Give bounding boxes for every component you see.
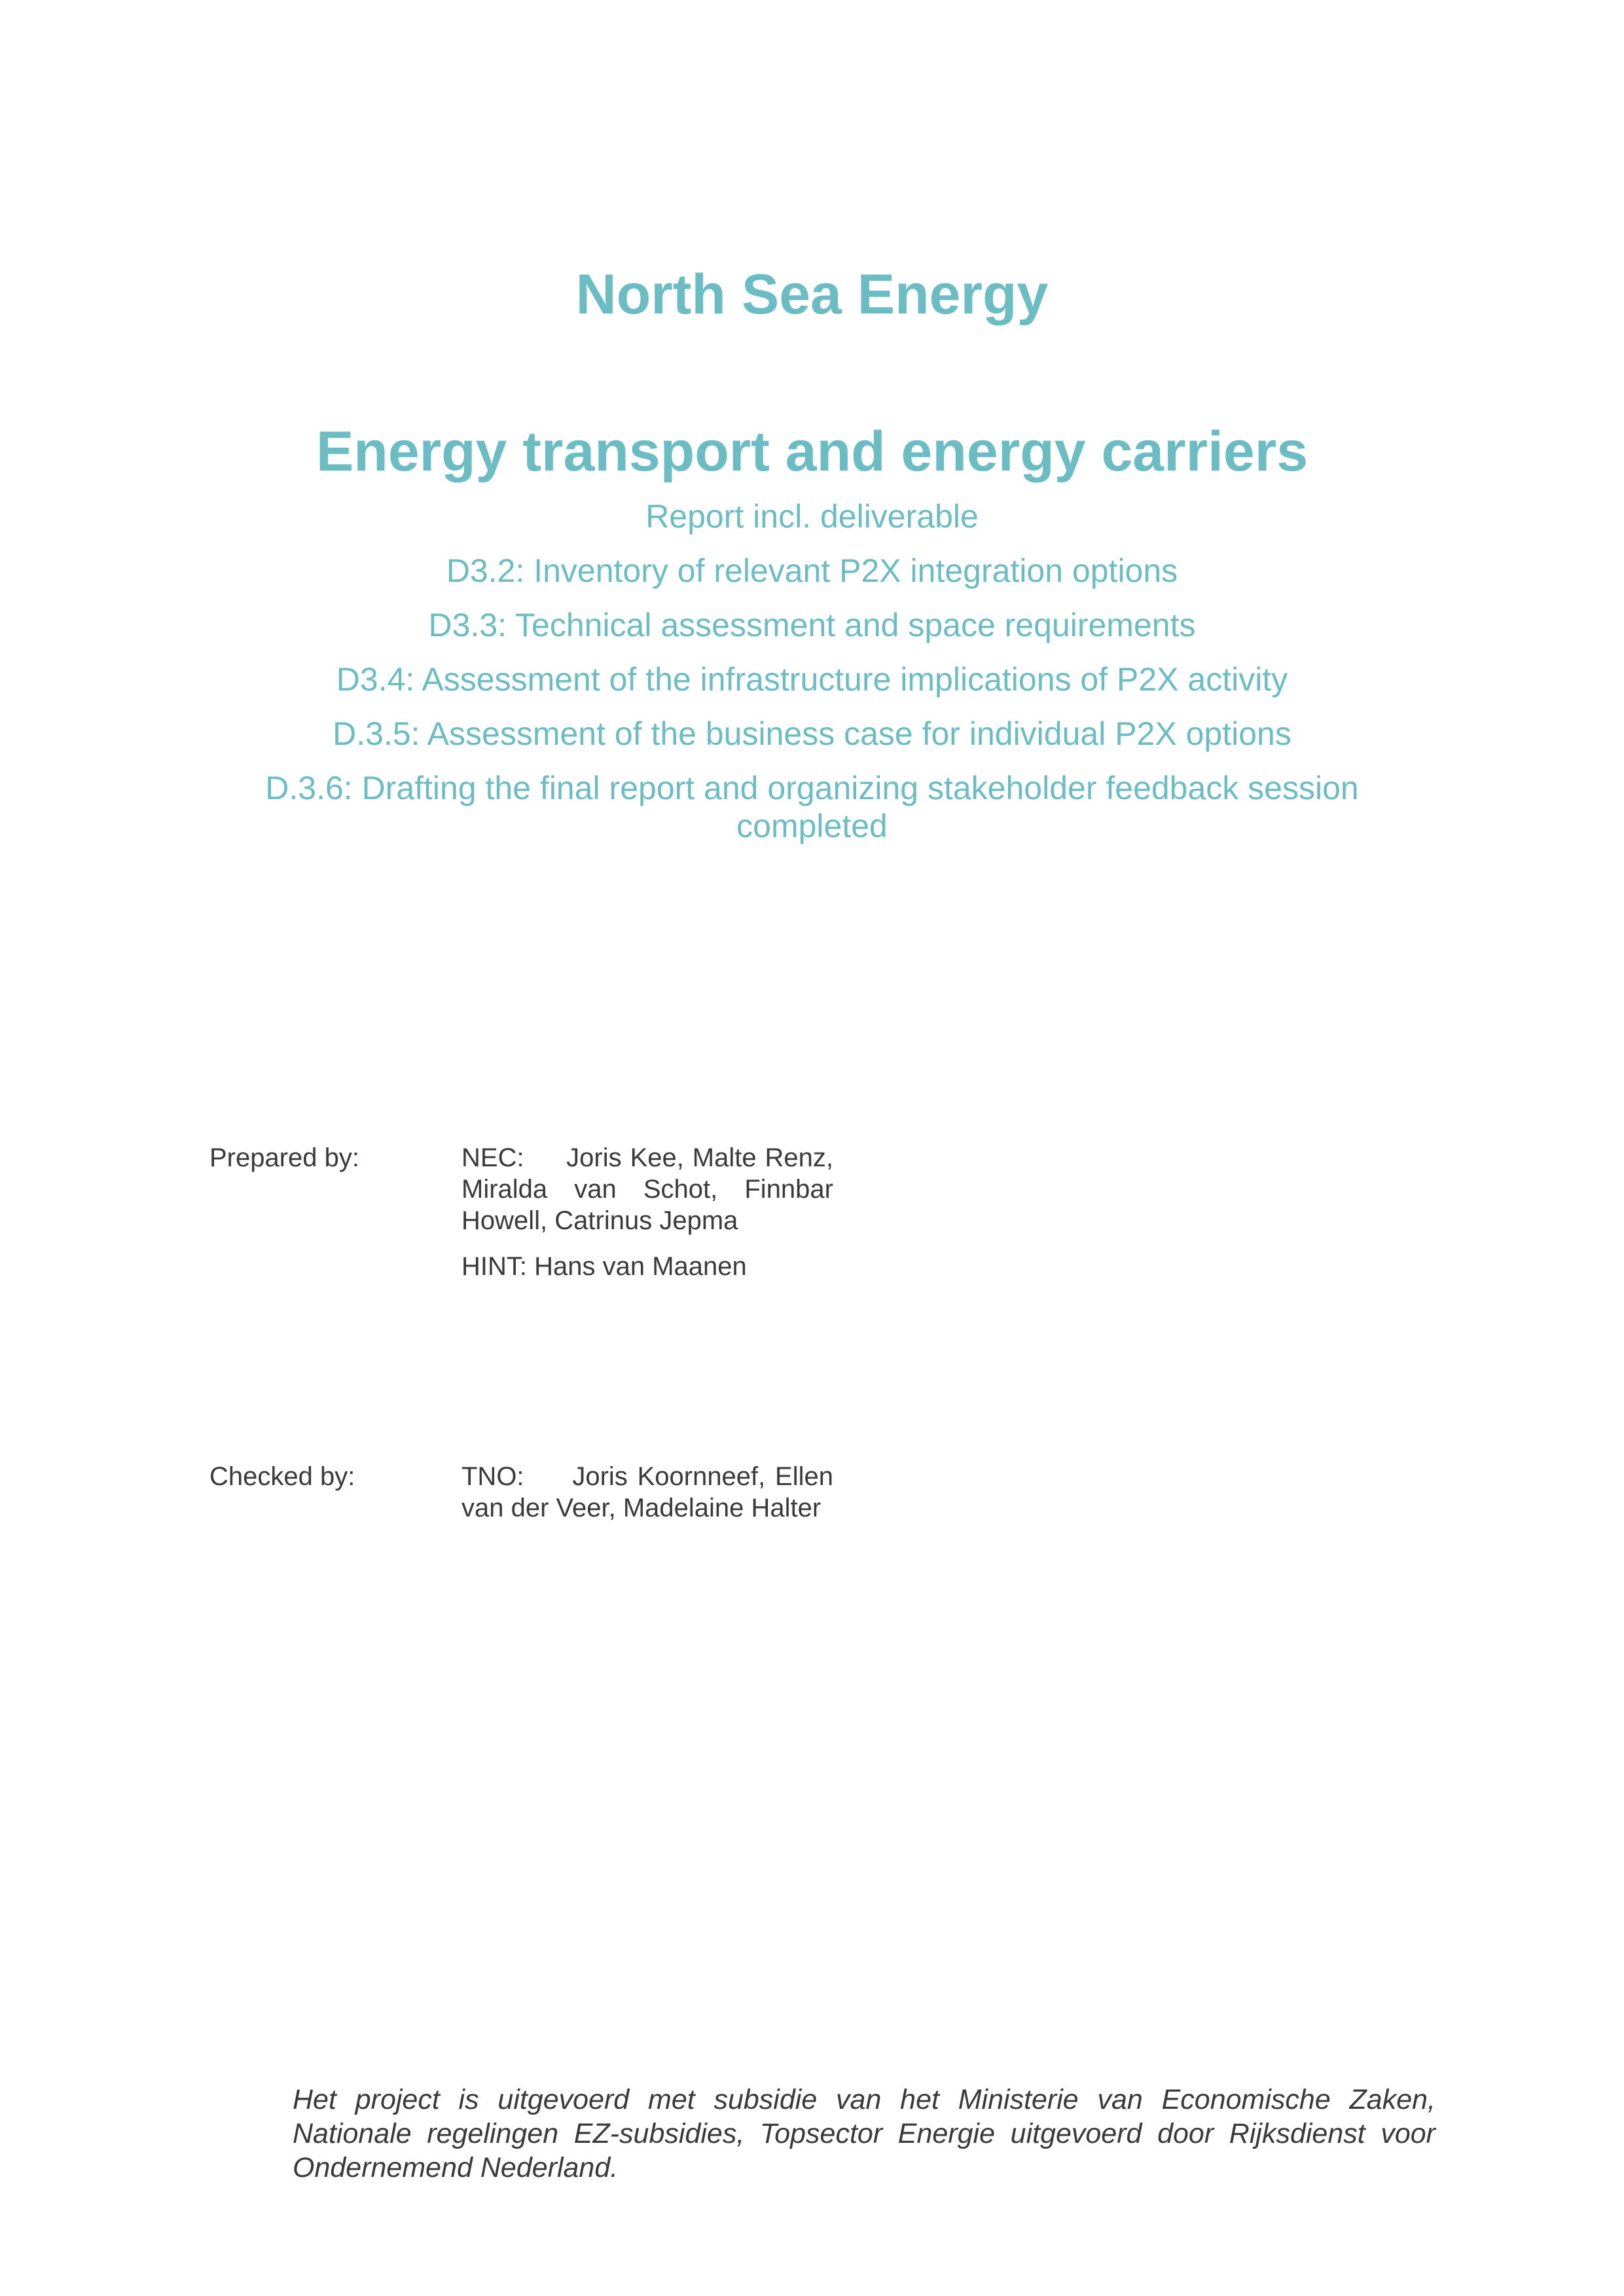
checked-by-label: Checked by: <box>209 1462 355 1491</box>
prepared-by-authors <box>461 1142 841 1297</box>
checked-by-reviewers <box>461 1461 841 1538</box>
document-title: North Sea Energy <box>575 263 1049 326</box>
prepared-by-label: Prepared by: <box>209 1143 360 1172</box>
deliverable-item: Report incl. deliverable <box>645 498 979 535</box>
author-group: HINT: Hans van Maanen <box>461 1252 747 1281</box>
reviewer-group: TNO: Joris Koornneef, Ellen van der Veer, Madelaine Halter <box>461 1462 841 1522</box>
author-group: NEC: Joris Kee, Malte Renz, Miralda van Schot, Finnbar Howell, Catrinus Jepma <box>461 1143 841 1235</box>
deliverable-item: D3.4: Assessment of the infrastructure implications of P2X activity <box>336 661 1288 698</box>
deliverables-list <box>0 497 1624 861</box>
deliverable-item: D3.2: Inventory of relevant P2X integration options <box>446 552 1178 589</box>
deliverable-item: D.3.6: Drafting the final report and organizing stakeholder feedback session completed <box>265 770 1359 844</box>
deliverable-item: D.3.5: Assessment of the business case for individual P2X options <box>333 715 1291 752</box>
deliverable-item: D3.3: Technical assessment and space requirements <box>428 607 1196 643</box>
document-subtitle: Energy transport and energy carriers <box>316 420 1308 483</box>
funding-note: Het project is uitgevoerd met subsidie van het Ministerie van Economische Zaken, Nationale regelingen EZ-subsidies, Topsector Energie uitgevoerd door Rijksdienst voor Ondernemend Nederland. <box>293 2084 1435 2183</box>
